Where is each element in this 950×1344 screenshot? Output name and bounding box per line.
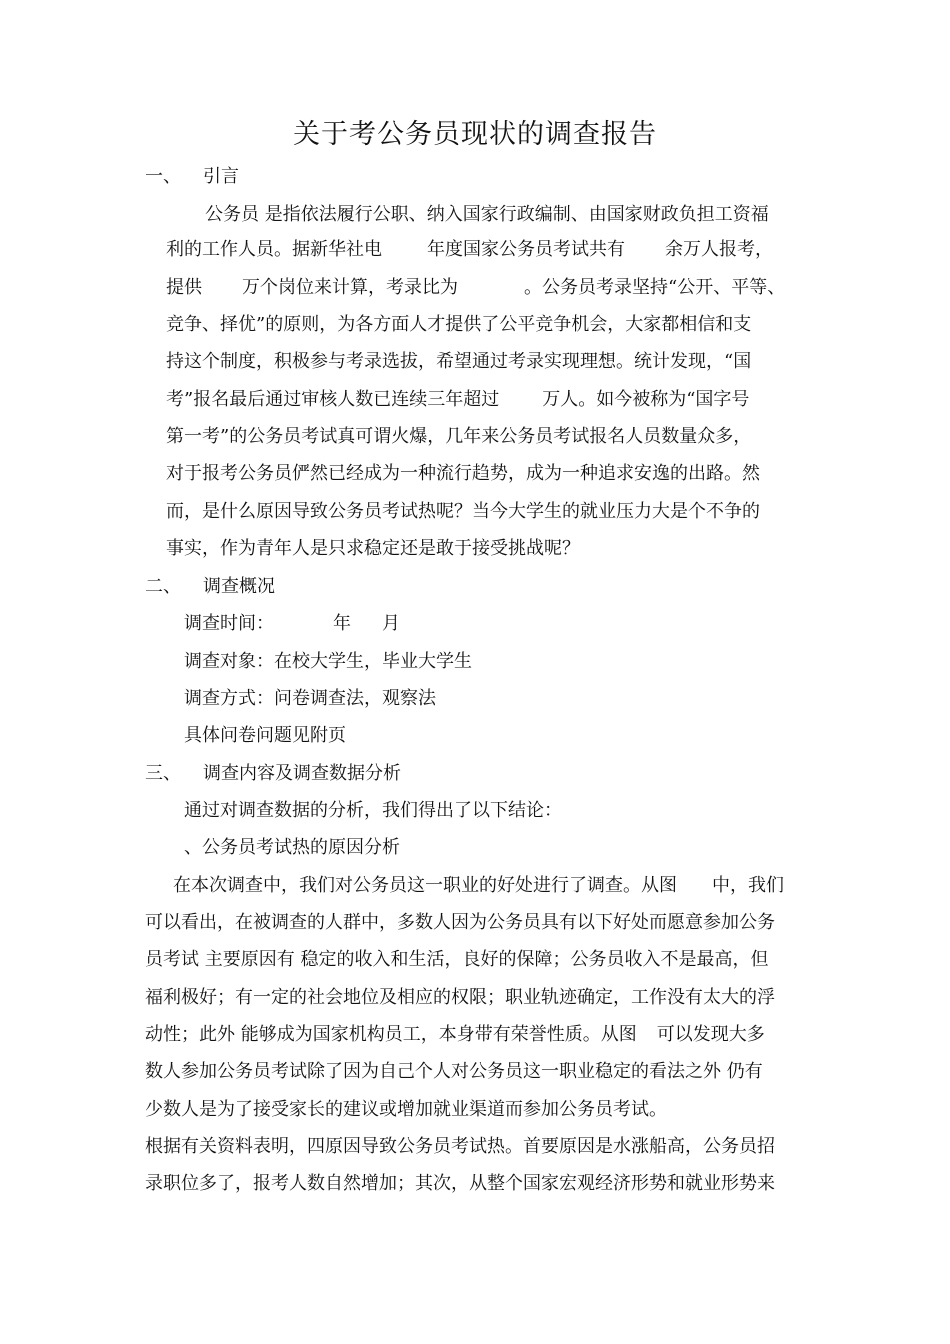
paragraph-line: 数人参加公务员考试除了因为自己个人对公务员这一职业稳定的看法之外 仍有	[145, 1061, 763, 1082]
text-run: 年	[333, 613, 351, 634]
paragraph-line	[145, 1023, 765, 1047]
paragraph-line: 事实，作为青年人是只求稳定还是敢于接受挑战呢？	[166, 538, 580, 559]
paragraph-line: 通过对调查数据的分析，我们得出了以下结论：	[184, 800, 562, 821]
section-title: 引言	[203, 166, 239, 187]
paragraph-line: 福利极好；有一定的社会地位及相应的权限；职业轨迹确定，工作没有太大的浮	[145, 987, 775, 1008]
section-title: 调查概况	[203, 576, 275, 597]
text-run: 提供	[166, 277, 202, 298]
text-run: 在本次调查中，我们对公务员这一职业的好处进行了调查。从图	[173, 875, 677, 896]
paragraph-line: 第一考”的公务员考试真可谓火爆，几年来公务员考试报名人员数量众多，	[166, 426, 752, 447]
section-number: 一、	[145, 166, 181, 187]
survey-target: 调查对象：在校大学生，毕业大学生	[184, 651, 472, 672]
text-run: 万人。如今被称为“国字号	[542, 389, 750, 410]
text-run: 余万人报考，	[665, 239, 773, 260]
paragraph-line: 录职位多了，报考人数自然增加；其次，从整个国家宏观经济形势和就业形势来	[145, 1173, 775, 1194]
survey-method: 调查方式：问卷调查法，观察法	[184, 688, 436, 709]
text-run: 动性；此外 能够成为国家机构员工，本身带有荣誉性质。从图	[145, 1024, 637, 1045]
paragraph-line: 持这个制度，积极参与考录选拔，希望通过考录实现理想。统计发现，“国	[166, 351, 752, 372]
section-heading-content	[145, 762, 401, 786]
text-run: 。公务员考录坚持“公开、平等、	[524, 277, 786, 298]
section-heading-overview	[145, 575, 275, 599]
paragraph-line: 公务员 是指依法履行公职、纳入国家行政编制、由国家财政负担工资福	[205, 204, 769, 225]
text-run: 考”报名最后通过审核人数已连续三年超过	[166, 389, 500, 410]
paragraph-line: 根据有关资料表明，四原因导致公务员考试热。首要原因是水涨船高，公务员招	[145, 1136, 775, 1157]
text-run: 年度国家公务员考试共有	[427, 239, 625, 260]
paragraph-line: 竞争、择优”的原则，为各方面人才提供了公平竞争机会，大家都相信和支	[166, 314, 752, 335]
paragraph-line: 可以看出，在被调查的人群中，多数人因为公务员具有以下好处而愿意参加公务	[145, 912, 775, 933]
section-number: 二、	[145, 576, 181, 597]
text-run: 月	[382, 613, 400, 634]
text-run: 中，我们	[712, 875, 784, 896]
survey-appendix: 具体问卷问题见附页	[184, 725, 346, 746]
text-run: 万个岗位来计算，考录比为	[242, 277, 458, 298]
paragraph-line: 对于报考公务员俨然已经成为一种流行趋势，成为一种追求安逸的出路。然	[166, 463, 760, 484]
text-run: 可以发现大多	[656, 1024, 765, 1045]
paragraph-line	[166, 388, 749, 412]
paragraph-line	[166, 238, 773, 262]
paragraph-line	[166, 276, 785, 300]
section-title: 调查内容及调查数据分析	[203, 763, 401, 784]
paragraph-line: 员考试 主要原因有 稳定的收入和生活，良好的保障；公务员收入不是最高，但	[145, 949, 769, 970]
section-heading-intro	[145, 165, 239, 189]
paragraph-line	[173, 874, 784, 898]
survey-time	[184, 612, 400, 636]
paragraph-line: 少数人是为了接受家长的建议或增加就业渠道而参加公务员考试。	[145, 1099, 667, 1120]
text-run: 调查时间：	[184, 613, 274, 634]
text-run: 利的工作人员。据新华社电	[166, 239, 382, 260]
page-title: 关于考公务员现状的调查报告	[293, 119, 657, 150]
paragraph-line: 而，是什么原因导致公务员考试热呢？当今大学生的就业压力大是个不争的	[166, 501, 760, 522]
section-number: 三、	[145, 763, 181, 784]
subsection-heading: 、公务员考试热的原因分析	[184, 837, 400, 858]
